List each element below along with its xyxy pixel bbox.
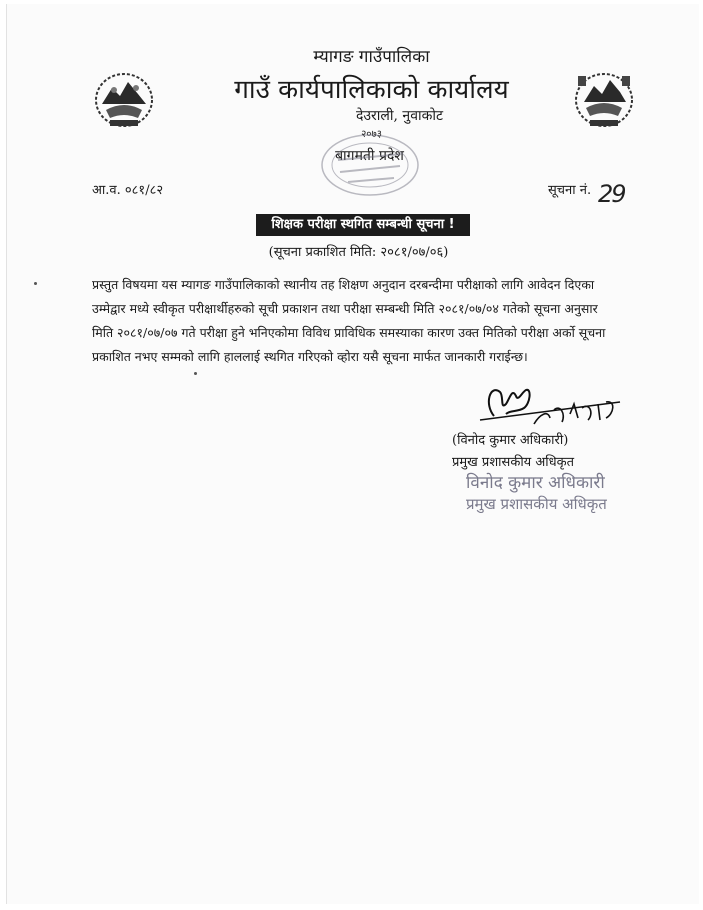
notice-number-label: सूचना नं. bbox=[548, 183, 592, 198]
scan-speck bbox=[194, 372, 197, 375]
establishment-year: २०७३ bbox=[361, 129, 382, 140]
body-line: उम्मेद्वार मध्ये स्वीकृत परीक्षार्थीहरुको सूची प्रकाशन तथा परीक्षा सम्बन्धी मिति २०८१/०७/०४ गतेको सूचना अनुसार bbox=[92, 301, 598, 316]
office-stamp bbox=[318, 132, 422, 198]
body-line: प्रस्तुत विषयमा यस म्यागङ गाउँपालिकाको स्थानीय तह शिक्षण अनुदान दरबन्दीमा परीक्षाको लागि आवेदन दिएका bbox=[92, 277, 595, 292]
fiscal-year: आ.व. ०८१/८२ bbox=[92, 183, 164, 198]
office-name: गाउँ कार्यपालिकाको कार्यालय bbox=[234, 75, 509, 105]
notice-number-value: 29 bbox=[598, 180, 625, 208]
scan-speck bbox=[34, 282, 37, 285]
signatory-name: (विनोद कुमार अधिकारी) bbox=[452, 433, 569, 448]
signatory-title: प्रमुख प्रशासकीय अधिकृत bbox=[452, 455, 575, 470]
stamp-signatory-name: विनोद कुमार अधिकारी bbox=[466, 473, 605, 493]
published-date: (सूचना प्रकाशित मिति: २०८१/०७/०६) bbox=[268, 245, 449, 260]
body-line: प्रकाशित नभए सम्मको लागि हाललाई स्थगित गरिएको व्हो‌रा यसै सूचना मार्फत जानकारी गराईन्छ। bbox=[92, 349, 528, 364]
handwritten-signature bbox=[470, 374, 630, 436]
stamp-signatory-title: प्रमुख प्रशासकीय अधिकृत bbox=[466, 495, 607, 513]
municipality-name: म्यागङ गाउँपालिका bbox=[313, 47, 430, 67]
province-name: बागमती प्रदेश bbox=[335, 148, 404, 164]
body-line: मिति २०८१/०७/०७ गते परीक्षा हुने भनिएकोमा विविध प्राविधिक समस्याका कारण उक्त मितिको परीक्षा अर्को सूचना bbox=[92, 325, 606, 340]
office-address: देउराली, नुवाकोट bbox=[355, 108, 444, 124]
notice-subject: शिक्षक परीक्षा स्थगित सम्बन्धी सूचना ! bbox=[256, 214, 470, 236]
